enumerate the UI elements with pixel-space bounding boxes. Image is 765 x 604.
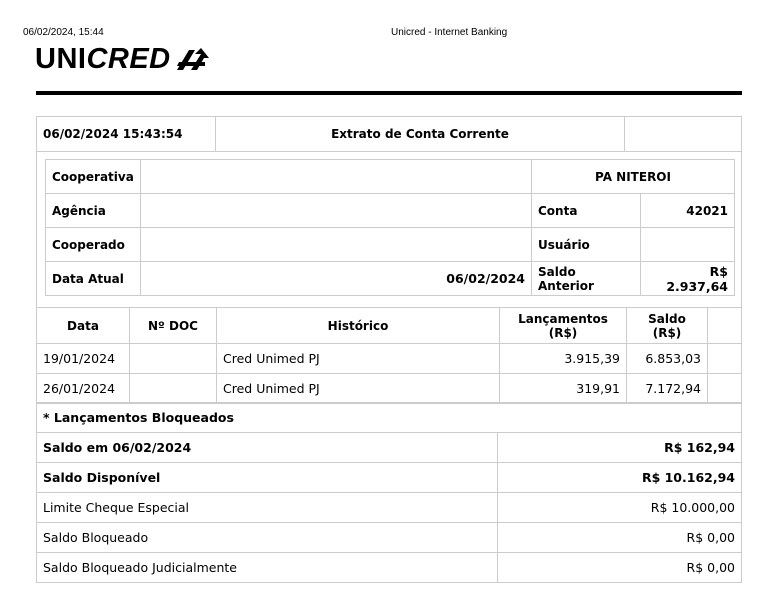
limite-label: Limite Cheque Especial [37, 493, 498, 523]
statement-header-table [36, 116, 742, 152]
saldo-anterior-value: R$ 2.937,64 [641, 262, 735, 296]
row-lancamento: 3.915,39 [500, 344, 627, 374]
row-doc [130, 344, 217, 374]
row-data: 26/01/2024 [37, 374, 130, 404]
saldo-anterior-label: Saldo Anterior [532, 262, 641, 296]
row-extra [708, 344, 742, 374]
unicred-logo: UNICRED [35, 42, 211, 76]
pa-name: PA NITEROI [532, 160, 735, 194]
header-rule [36, 91, 742, 95]
cooperativa-label: Cooperativa [46, 160, 141, 194]
col-extra [708, 308, 742, 344]
saldo-judicial-value: R$ 0,00 [498, 553, 742, 583]
row-extra [708, 374, 742, 404]
agencia-label: Agência [46, 194, 141, 228]
usuario-value [641, 228, 735, 262]
saldo-bloqueado-value: R$ 0,00 [498, 523, 742, 553]
saldo-disponivel-value: R$ 10.162,94 [498, 463, 742, 493]
unicred-arrows-icon [175, 46, 211, 72]
print-datetime: 06/02/2024, 15:44 [23, 27, 104, 38]
row-saldo: 7.172,94 [627, 374, 708, 404]
saldo-disponivel-label: Saldo Disponível [37, 463, 498, 493]
col-lancamentos: Lançamentos (R$) [500, 308, 627, 344]
row-lancamento: 319,91 [500, 374, 627, 404]
limite-value: R$ 10.000,00 [498, 493, 742, 523]
table-row [37, 344, 742, 374]
row-historico: Cred Unimed PJ [217, 344, 500, 374]
cooperado-value [141, 228, 532, 262]
row-historico: Cred Unimed PJ [217, 374, 500, 404]
account-info-panel [36, 150, 742, 307]
row-doc [130, 374, 217, 404]
saldo-em-value: R$ 162,94 [498, 433, 742, 463]
saldo-judicial-label: Saldo Bloqueado Judicialmente [37, 553, 498, 583]
usuario-label: Usuário [532, 228, 641, 262]
cooperativa-value [141, 160, 532, 194]
row-saldo: 6.853,03 [627, 344, 708, 374]
saldo-bloqueado-label: Saldo Bloqueado [37, 523, 498, 553]
agencia-value [141, 194, 532, 228]
statement-extra [625, 117, 742, 152]
print-title: Unicred - Internet Banking [391, 27, 508, 38]
conta-value: 42021 [641, 194, 735, 228]
col-doc: Nº DOC [130, 308, 217, 344]
col-data: Data [37, 308, 130, 344]
data-atual-label: Data Atual [46, 262, 141, 296]
conta-label: Conta [532, 194, 641, 228]
col-historico: Histórico [217, 308, 500, 344]
row-data: 19/01/2024 [37, 344, 130, 374]
summary-table [36, 402, 742, 583]
data-atual-value: 06/02/2024 [141, 262, 532, 296]
account-info-table [45, 159, 735, 296]
cooperado-label: Cooperado [46, 228, 141, 262]
statement-datetime: 06/02/2024 15:43:54 [37, 117, 216, 152]
table-row [37, 374, 742, 404]
movements-table [36, 307, 742, 404]
col-saldo: Saldo (R$) [627, 308, 708, 344]
saldo-em-label: Saldo em 06/02/2024 [37, 433, 498, 463]
bloqueados-note: * Lançamentos Bloqueados [37, 403, 742, 433]
statement-title: Extrato de Conta Corrente [216, 117, 625, 152]
